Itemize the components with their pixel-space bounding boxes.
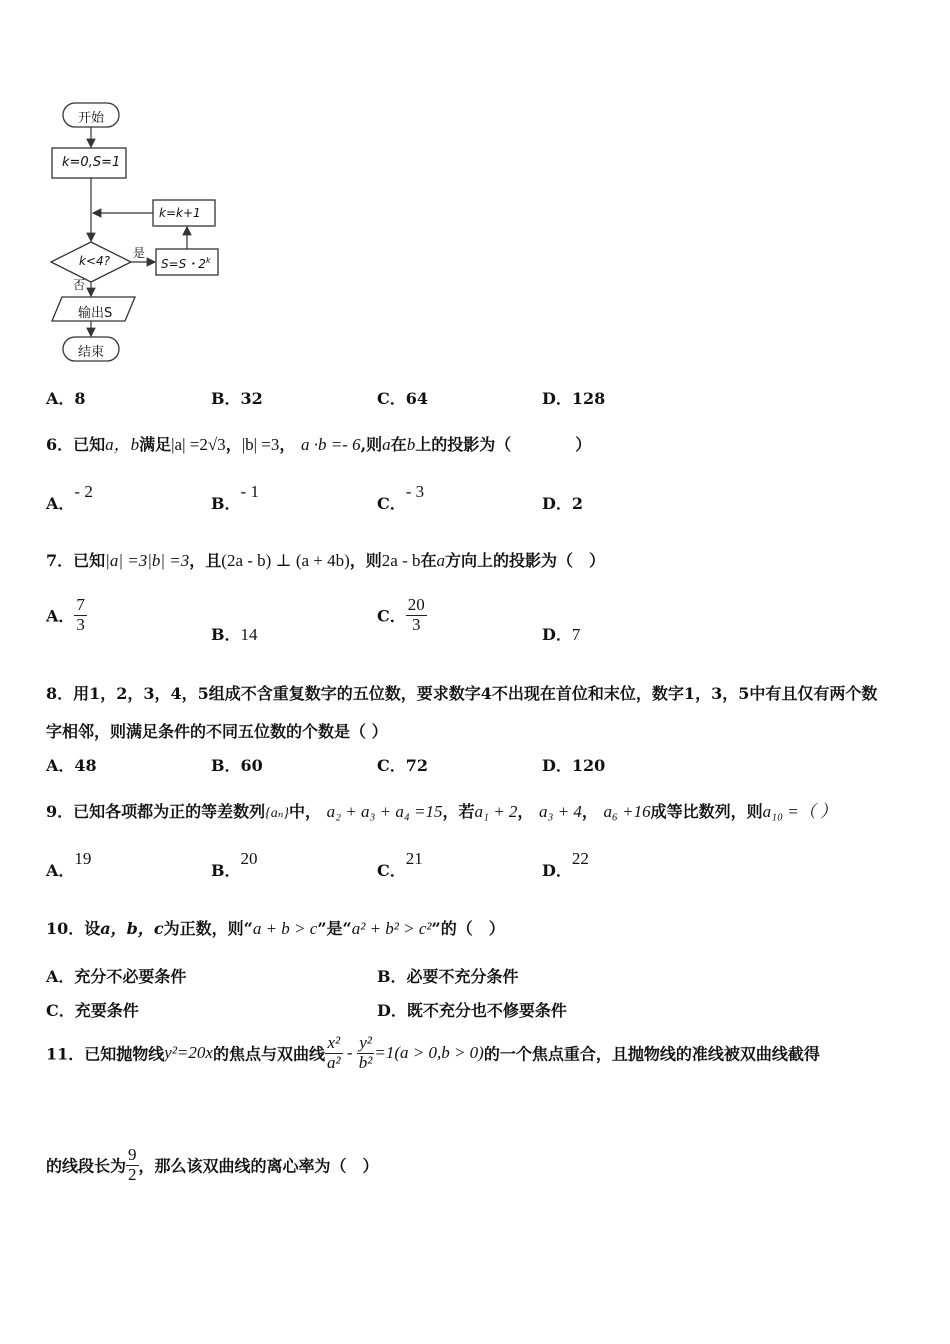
q7-stem: 7．已知|a| =3|b| =3，且(2a - b) ⊥ (a + 4b)，则2a - b在a方向上的投影为（ ） [46,551,606,570]
q10-option-d: D．既不充分也不修要条件 [377,1001,567,1020]
flow-yes-label: 是 [133,246,146,260]
q10-option-a: A．充分不必要条件 [46,967,187,986]
q5-option-d: D．128 [542,389,606,408]
flow-update-label: S=S・2$^k$ [161,256,211,271]
q8-stem-line2: 字相邻，则满足条件的不同五位数的个数是（ ） [46,722,388,741]
q11-stem-line1: 11．已知抛物线y²=20x的焦点与双曲线 $\frac{\text{x²}}{\text{a²}}$ - $\frac{\text{y²}}{\text{b²}}$ =1(a > 0,b > 0)的一个焦点重合，且抛物线的准线被双曲线截得 [46,1033,820,1072]
q6-option-b: B．- 1 [211,482,259,513]
q6-stem: 6．已知a，b满足|a| =2√3，|b| =3， a ·b =- 6,则a在b上的投影为（ ） [46,435,592,454]
q6-option-c: C．- 3 [377,482,425,513]
flow-increment-label: k=k+1 [159,206,201,220]
q7-option-b: B．14 [211,625,258,644]
q10-stem: 10．设a，b，c为正数，则“a + b > c”是“a² + b² > c²”的（ ） [46,919,505,938]
q9-stem: 9．已知各项都为正的等差数列{aₙ}中， a₂ + a₃ + a₄ =15，若a₁ + 2， a₃ + 4， a₆ +16成等比数列，则a₁₀ =（ ） [46,802,837,821]
q5-option-c: C．64 [377,389,429,408]
q5-option-a: A．8 [46,389,86,408]
q6-option-d: D．2 [542,494,584,513]
q9-option-a: A．19 [46,849,92,880]
q10-option-b: B．必要不充分条件 [377,967,519,986]
q7-option-c: C． $\frac{20}{3}$ [377,595,425,634]
q10-option-c: C．充要条件 [46,1001,139,1020]
q8-option-d: D．120 [542,756,606,775]
flow-end-label: 结束 [78,345,105,360]
flow-no-label: 否 [73,278,86,292]
q11-stem-line2: 的线段长为 $\frac{9}{2}$ ，那么该双曲线的离心率为（ ） [46,1145,379,1184]
flow-start-label: 开始 [78,111,105,126]
q7-option-d: D．7 [542,625,581,644]
q8-option-c: C．72 [377,756,429,775]
q9-option-c: C．21 [377,849,423,880]
flow-condition-label: k<4? [79,254,111,268]
q5-option-b: B．32 [211,389,263,408]
q9-option-b: B．20 [211,849,258,880]
q9-option-d: D．22 [542,849,589,880]
q8-stem-line1: 8．用1，2，3，4，5组成不含重复数字的五位数，要求数字4不出现在首位和末位，数字1，3，5中有且仅有两个数 [46,684,878,703]
q8-option-a: A．48 [46,756,97,775]
q8-option-b: B．60 [211,756,263,775]
q6-option-a: A．- 2 [46,482,93,513]
flow-init-label: k=0,S=1 [62,155,121,170]
q7-option-a: A． $\frac{7}{3}$ [46,595,85,634]
flowchart [40,95,240,370]
flow-output-label: 输出S [78,306,113,321]
